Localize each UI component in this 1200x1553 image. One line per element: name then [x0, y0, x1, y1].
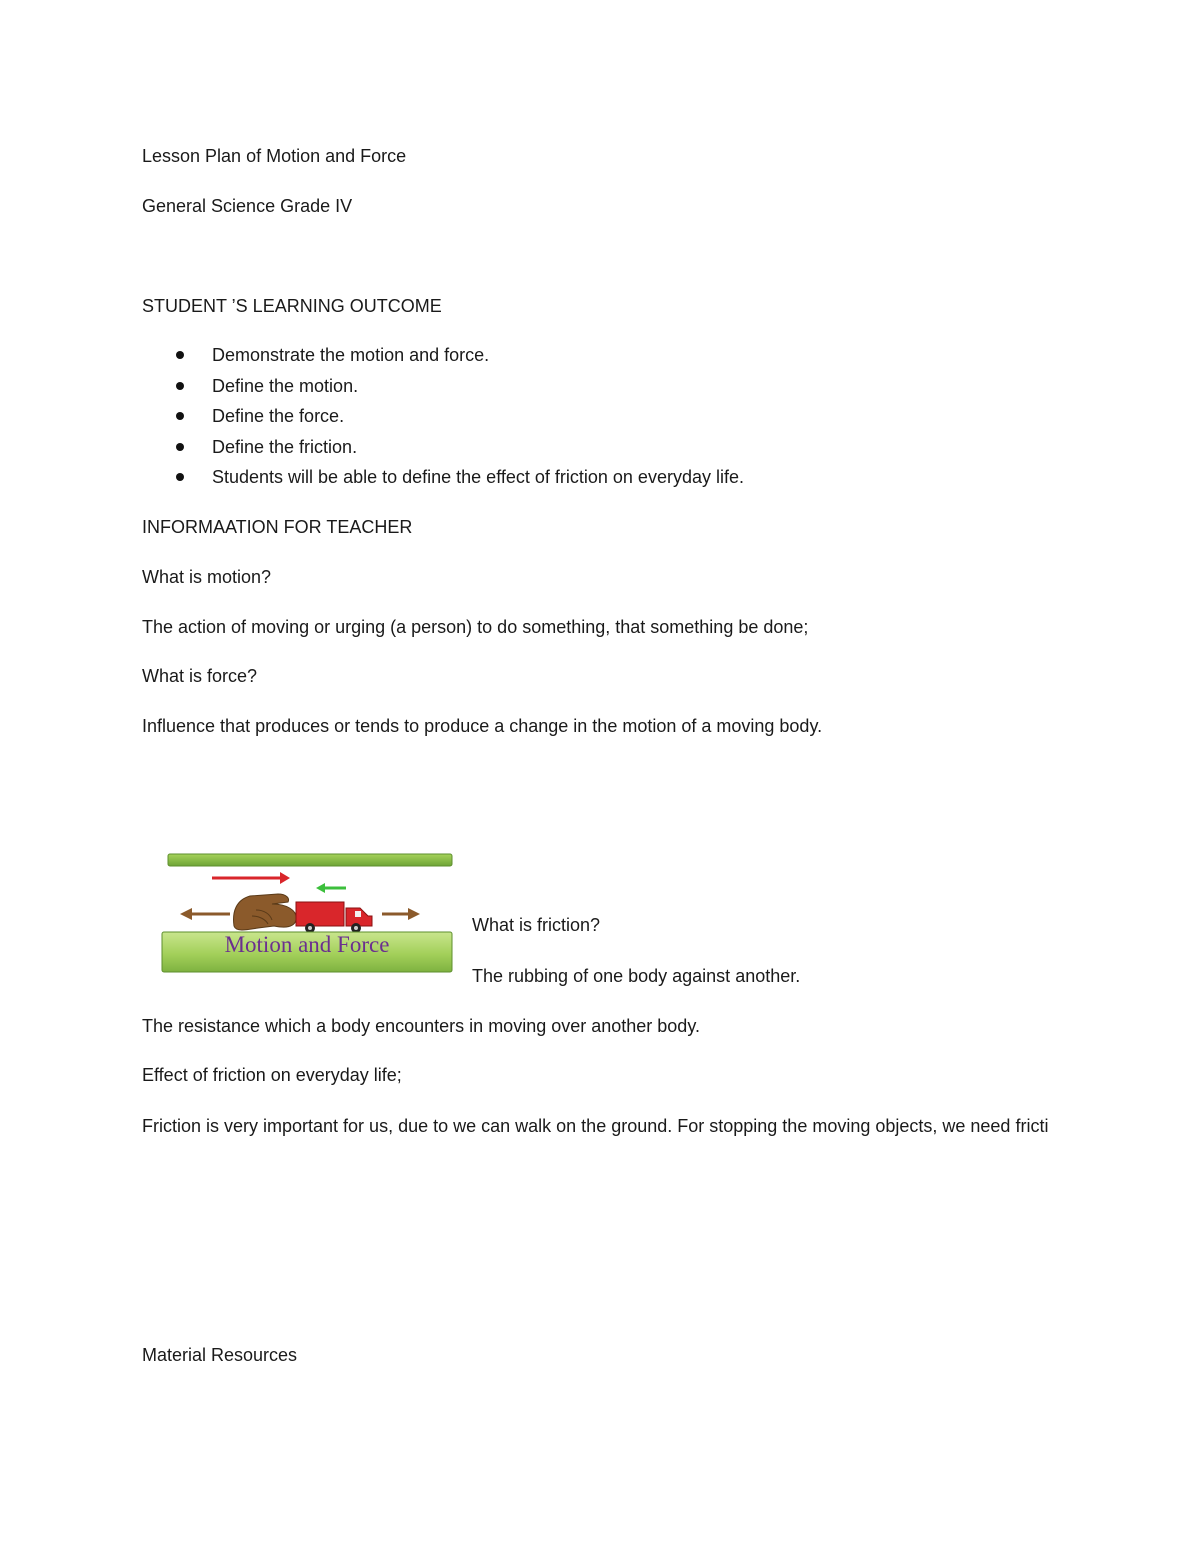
- list-item-text: Define the friction.: [212, 436, 358, 457]
- bullet-icon: [176, 382, 184, 390]
- bullet-icon: [176, 412, 184, 420]
- list-item: [142, 405, 744, 436]
- bullet-icon: [176, 473, 184, 481]
- answer-motion: The action of moving or urging (a person) to do something, that something be done;: [142, 617, 809, 637]
- list-item: [142, 436, 744, 467]
- document-subtitle: General Science Grade IV: [142, 196, 353, 216]
- info-heading: INFORMAATION FOR TEACHER: [142, 517, 413, 537]
- list-item: [142, 466, 744, 497]
- outcome-list: [142, 344, 744, 497]
- list-item-text: Demonstrate the motion and force.: [212, 345, 490, 365]
- question-friction: What is friction?: [472, 915, 601, 935]
- list-item-text: Define the force.: [212, 406, 345, 426]
- effect-text: Friction is very important for us, due to we can walk on the ground. For stopping the moving objects, we need fricti: [142, 1116, 1049, 1136]
- list-item-text: Define the motion.: [212, 375, 359, 396]
- document-title: Lesson Plan of Motion and Force: [142, 146, 407, 166]
- answer-friction-1: The rubbing of one body against another.: [472, 966, 801, 986]
- answer-force: Influence that produces or tends to produce a change in the motion of a moving body.: [142, 716, 823, 736]
- material-heading: Material Resources: [142, 1345, 298, 1365]
- list-item: [142, 344, 744, 375]
- motion-force-illustration: [160, 850, 454, 978]
- figure-caption: Motion and Force: [224, 932, 390, 957]
- question-force: What is force?: [142, 666, 258, 686]
- effect-heading: Effect of friction on everyday life;: [142, 1065, 402, 1085]
- bullet-icon: [176, 443, 184, 451]
- list-item-text: Students will be able to define the effect of friction on everyday life.: [212, 467, 744, 487]
- question-motion: What is motion?: [142, 567, 272, 587]
- outcome-heading: STUDENT ’S LEARNING OUTCOME: [142, 296, 442, 316]
- list-item: [142, 375, 744, 406]
- bullet-icon: [176, 351, 184, 359]
- answer-friction-2: The resistance which a body encounters in moving over another body.: [142, 1016, 700, 1036]
